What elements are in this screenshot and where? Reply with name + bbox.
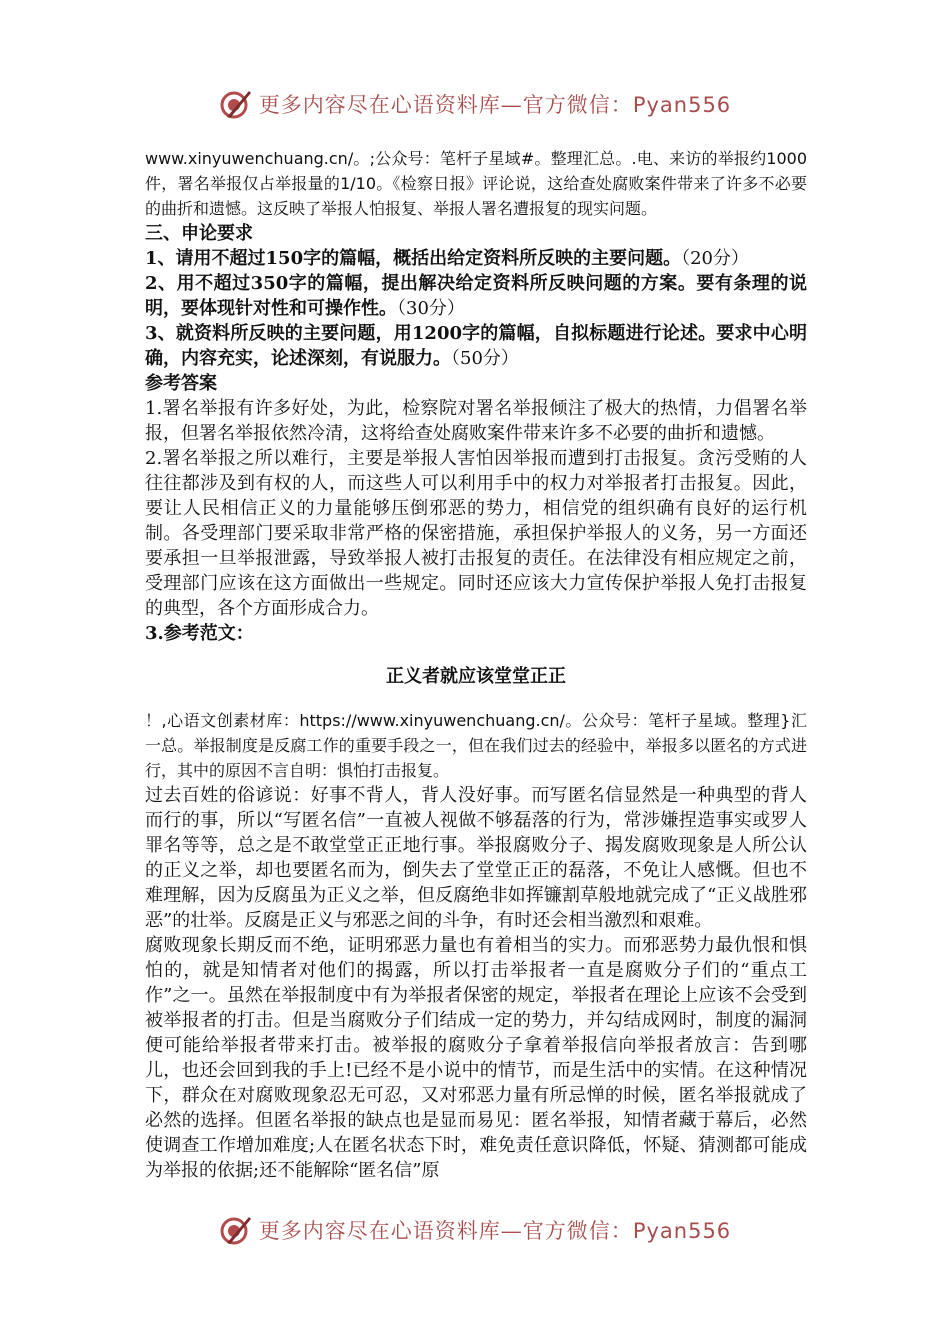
banner-text: 更多内容尽在心语资料库—官方微信：Pyan556 (258, 93, 732, 117)
pen-logo-icon (219, 87, 253, 121)
section-heading-answers: 参考答案 (145, 373, 217, 394)
question-2: 2、用不超过350字的篇幅，提出解决给定资料所反映问题的方案。要有条理的说明，要体现针对性和可操作性。（30分） (145, 273, 807, 319)
essay-paragraph-3: 腐败现象长期反而不绝，证明邪恶力量也有着相当的实力。而邪恶势力最仇恨和惧怕的，就是知情者对他们的揭露，所以打击举报者一直是腐败分子们的“重点工作”之一。虽然在举报制度中有为举报者保密的规定，举报者在理论上应该不会受到被举报者的打击。但是当腐败分子们结成一定的势力，并勾结成网时，制度的漏洞便可能给举报者带来打击。被举报的腐败分子拿着举报信向举报者放言：告到哪儿，也还会回到我的手上!已经不是小说中的情节，而是生活中的实情。在这种情况下，群众在对腐败现象忍无可忍，又对邪恶力量有所忌惮的时候，匿名举报就成了必然的选择。但匿名举报的缺点也是显而易见：匿名举报，知情者藏于幕后，必然使调查工作增加难度;人在匿名状态下时，难免责任意识降低，怀疑、猜测都可能成为举报的依据;还不能解除“匿名信”原 (145, 935, 807, 1181)
essay-paragraph-2: 过去百姓的俗谚说：好事不背人，背人没好事。而写匿名信显然是一种典型的背人而行的事，所以“写匿名信”一直被人视做不够磊落的行为，常涉嫌捏造事实或罗人罪名等等，总之是不敢堂堂正正地行事。举报腐败分子、揭发腐败现象是人所公认的正义之举，却也要匿名而为，倒失去了堂堂正正的磊落，不免让人感慨。但也不难理解，因为反腐虽为正义之举，但反腐绝非如挥镰割草般地就完成了“正义战胜邪恶”的壮举。反腐是正义与邪恶之间的斗争，有时还会相当激烈和艰难。 (145, 785, 807, 931)
banner-text: 更多内容尽在心语资料库—官方微信：Pyan556 (258, 1219, 732, 1243)
wechat-id: Pyan556 (632, 93, 732, 117)
pen-logo-icon (219, 1213, 253, 1247)
intro-paragraph: www.xinyuwenchuang.cn/。;公众号：笔杆子星域#。整理汇总。.电、来访的举报约1000件，署名举报仅占举报量的1/10。《检察日报》评论说，这给查处腐败案件带来了许多不必要的曲折和遗憾。这反映了举报人怕报复、举报人署名遭报复的现实问题。 (145, 149, 807, 218)
question-3: 3、就资料所反映的主要问题，用1200字的篇幅，自拟标题进行论述。要求中心明确，内容充实，论述深刻，有说服力。（50分） (145, 323, 807, 369)
essay-paragraph-1: ！,心语文创素材库：https://www.xinyuwenchuang.cn/。公众号：笔杆子星域。整理}汇一总。举报制度是反腐工作的重要手段之一，但在我们过去的经验中，举报多以匿名的方式进行，其中的原因不言自明：惧怕打击报复。 (145, 711, 807, 780)
question-1: 1、请用不超过150字的篇幅，概括出给定资料所反映的主要问题。（20分） (145, 248, 750, 269)
header-banner (0, 84, 950, 124)
essay-title: 正义者就应该堂堂正正 (386, 666, 566, 687)
answer-1: 1.署名举报有许多好处，为此，检察院对署名举报倾注了极大的热情，力倡署名举报，但署名举报依然冷清，这将给查处腐败案件带来许多不必要的曲折和遗憾。 (145, 398, 807, 444)
answer-2: 2.署名举报之所以难行，主要是举报人害怕因举报而遭到打击报复。贪污受贿的人往往都涉及到有权的人，而这些人可以利用手中的权力对举报者打击报复。因此，要让人民相信正义的力量能够压倒邪恶的势力，相信党的组织确有良好的运行机制。各受理部门要采取非常严格的保密措施，承担保护举报人的义务，另一方面还要承担一旦举报泄露，导致举报人被打击报复的责任。在法律没有相应规定之前，受理部门应该在这方面做出一些规定。同时还应该大力宣传保护举报人免打击报复的典型，各个方面形成合力。 (145, 448, 807, 619)
footer-banner (0, 1210, 950, 1250)
section-heading-sample-essay: 3.参考范文： (145, 623, 254, 644)
section-heading-requirements: 三、申论要求 (145, 223, 253, 244)
document-body (145, 146, 807, 1183)
wechat-id: Pyan556 (632, 1219, 732, 1243)
